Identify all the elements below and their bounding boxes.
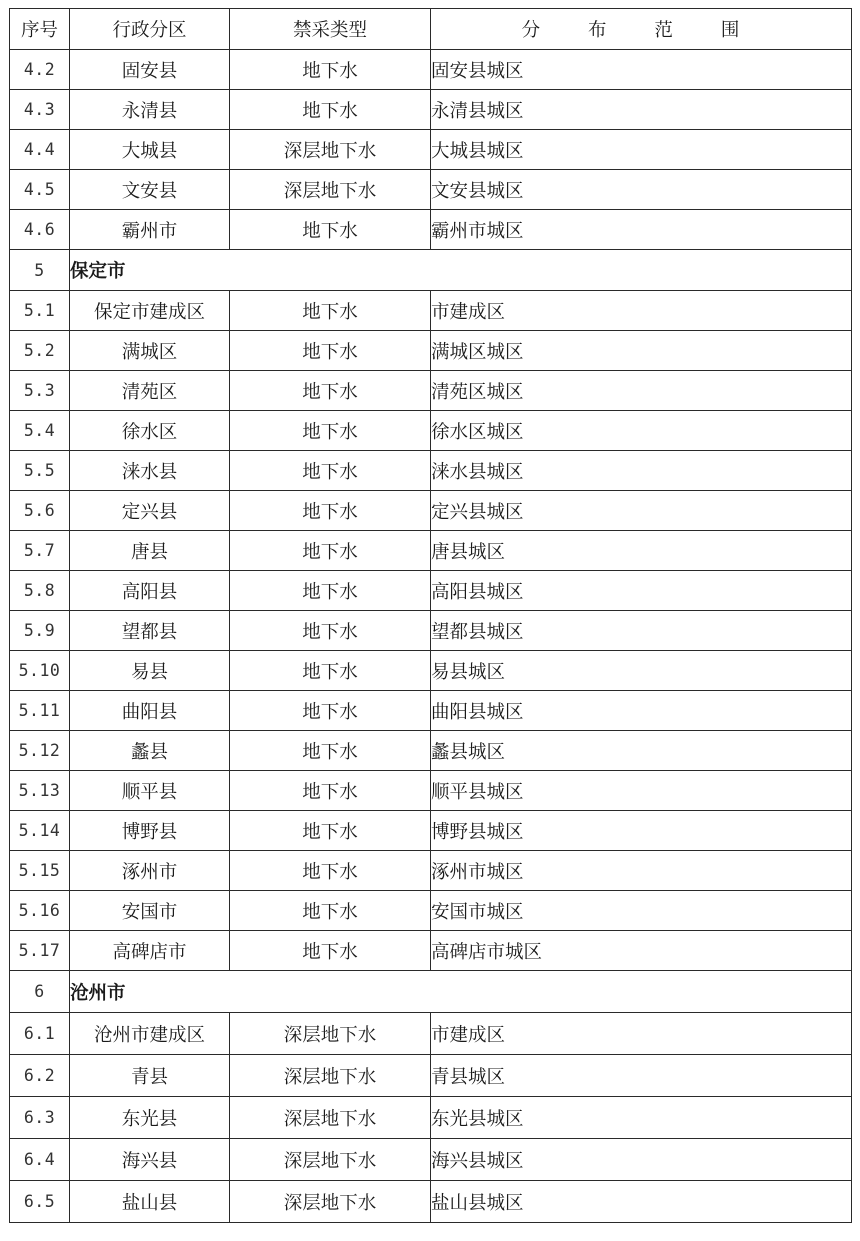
row-ban-type: 深层地下水 bbox=[230, 1139, 431, 1181]
header-distribution-range: 分 布 范 围 bbox=[431, 9, 852, 50]
table-row bbox=[10, 210, 852, 250]
row-admin-division: 顺平县 bbox=[70, 771, 230, 811]
row-admin-division: 盐山县 bbox=[70, 1181, 230, 1223]
section-number: 5 bbox=[10, 250, 70, 291]
row-number: 4.6 bbox=[10, 210, 70, 250]
row-number: 5.14 bbox=[10, 811, 70, 851]
section-title: 沧州市 bbox=[70, 971, 852, 1013]
row-admin-division: 易县 bbox=[70, 651, 230, 691]
table-row bbox=[10, 451, 852, 491]
row-ban-type: 地下水 bbox=[230, 531, 431, 571]
row-number: 4.2 bbox=[10, 50, 70, 90]
table-row bbox=[10, 851, 852, 891]
row-distribution-range: 博野县城区 bbox=[431, 811, 852, 851]
row-ban-type: 深层地下水 bbox=[230, 1055, 431, 1097]
row-distribution-range: 蠡县城区 bbox=[431, 731, 852, 771]
section-row bbox=[10, 971, 852, 1013]
row-ban-type: 地下水 bbox=[230, 611, 431, 651]
row-number: 5.16 bbox=[10, 891, 70, 931]
row-number: 4.5 bbox=[10, 170, 70, 210]
row-ban-type: 地下水 bbox=[230, 571, 431, 611]
row-admin-division: 沧州市建成区 bbox=[70, 1013, 230, 1055]
row-admin-division: 文安县 bbox=[70, 170, 230, 210]
row-ban-type: 地下水 bbox=[230, 210, 431, 250]
table-row bbox=[10, 931, 852, 971]
row-number: 5.2 bbox=[10, 331, 70, 371]
table-row bbox=[10, 90, 852, 130]
row-ban-type: 地下水 bbox=[230, 651, 431, 691]
row-admin-division: 满城区 bbox=[70, 331, 230, 371]
row-admin-division: 青县 bbox=[70, 1055, 230, 1097]
table-row bbox=[10, 1181, 852, 1223]
row-admin-division: 海兴县 bbox=[70, 1139, 230, 1181]
row-admin-division: 唐县 bbox=[70, 531, 230, 571]
row-distribution-range: 青县城区 bbox=[431, 1055, 852, 1097]
row-distribution-range: 徐水区城区 bbox=[431, 411, 852, 451]
row-distribution-range: 清苑区城区 bbox=[431, 371, 852, 411]
table-row bbox=[10, 331, 852, 371]
row-distribution-range: 满城区城区 bbox=[431, 331, 852, 371]
row-number: 6.1 bbox=[10, 1013, 70, 1055]
row-admin-division: 高阳县 bbox=[70, 571, 230, 611]
row-number: 5.13 bbox=[10, 771, 70, 811]
row-distribution-range: 霸州市城区 bbox=[431, 210, 852, 250]
row-number: 6.3 bbox=[10, 1097, 70, 1139]
table-row bbox=[10, 1139, 852, 1181]
row-distribution-range: 涞水县城区 bbox=[431, 451, 852, 491]
row-ban-type: 地下水 bbox=[230, 451, 431, 491]
table-row bbox=[10, 130, 852, 170]
row-admin-division: 涿州市 bbox=[70, 851, 230, 891]
table-row bbox=[10, 611, 852, 651]
row-admin-division: 大城县 bbox=[70, 130, 230, 170]
row-distribution-range: 文安县城区 bbox=[431, 170, 852, 210]
row-admin-division: 永清县 bbox=[70, 90, 230, 130]
groundwater-ban-table bbox=[9, 8, 852, 1223]
row-admin-division: 曲阳县 bbox=[70, 691, 230, 731]
table-row bbox=[10, 1097, 852, 1139]
row-admin-division: 高碑店市 bbox=[70, 931, 230, 971]
row-number: 5.12 bbox=[10, 731, 70, 771]
table-row bbox=[10, 731, 852, 771]
row-ban-type: 地下水 bbox=[230, 771, 431, 811]
row-admin-division: 博野县 bbox=[70, 811, 230, 851]
row-ban-type: 地下水 bbox=[230, 811, 431, 851]
row-admin-division: 徐水区 bbox=[70, 411, 230, 451]
table-row bbox=[10, 531, 852, 571]
section-number: 6 bbox=[10, 971, 70, 1013]
row-distribution-range: 涿州市城区 bbox=[431, 851, 852, 891]
row-ban-type: 地下水 bbox=[230, 411, 431, 451]
table-row bbox=[10, 891, 852, 931]
row-distribution-range: 固安县城区 bbox=[431, 50, 852, 90]
table-row bbox=[10, 771, 852, 811]
row-distribution-range: 高阳县城区 bbox=[431, 571, 852, 611]
table-row bbox=[10, 1013, 852, 1055]
row-distribution-range: 永清县城区 bbox=[431, 90, 852, 130]
row-number: 5.17 bbox=[10, 931, 70, 971]
row-distribution-range: 大城县城区 bbox=[431, 130, 852, 170]
header-no: 序号 bbox=[10, 9, 70, 50]
row-number: 5.8 bbox=[10, 571, 70, 611]
row-admin-division: 定兴县 bbox=[70, 491, 230, 531]
row-number: 5.6 bbox=[10, 491, 70, 531]
row-distribution-range: 顺平县城区 bbox=[431, 771, 852, 811]
table-header bbox=[10, 9, 852, 50]
row-ban-type: 深层地下水 bbox=[230, 130, 431, 170]
row-ban-type: 地下水 bbox=[230, 371, 431, 411]
row-distribution-range: 市建成区 bbox=[431, 1013, 852, 1055]
table-row bbox=[10, 491, 852, 531]
row-distribution-range: 高碑店市城区 bbox=[431, 931, 852, 971]
row-distribution-range: 东光县城区 bbox=[431, 1097, 852, 1139]
row-ban-type: 地下水 bbox=[230, 291, 431, 331]
row-ban-type: 深层地下水 bbox=[230, 1013, 431, 1055]
row-number: 5.9 bbox=[10, 611, 70, 651]
row-number: 4.4 bbox=[10, 130, 70, 170]
table-row bbox=[10, 170, 852, 210]
header-ban-type: 禁采类型 bbox=[230, 9, 431, 50]
row-ban-type: 地下水 bbox=[230, 691, 431, 731]
row-number: 6.4 bbox=[10, 1139, 70, 1181]
row-admin-division: 蠡县 bbox=[70, 731, 230, 771]
row-number: 4.3 bbox=[10, 90, 70, 130]
row-number: 5.11 bbox=[10, 691, 70, 731]
row-admin-division: 保定市建成区 bbox=[70, 291, 230, 331]
row-number: 6.2 bbox=[10, 1055, 70, 1097]
row-distribution-range: 定兴县城区 bbox=[431, 491, 852, 531]
row-ban-type: 地下水 bbox=[230, 891, 431, 931]
row-number: 5.10 bbox=[10, 651, 70, 691]
row-ban-type: 地下水 bbox=[230, 931, 431, 971]
row-ban-type: 地下水 bbox=[230, 50, 431, 90]
row-ban-type: 地下水 bbox=[230, 491, 431, 531]
row-distribution-range: 曲阳县城区 bbox=[431, 691, 852, 731]
row-distribution-range: 盐山县城区 bbox=[431, 1181, 852, 1223]
row-distribution-range: 望都县城区 bbox=[431, 611, 852, 651]
row-distribution-range: 海兴县城区 bbox=[431, 1139, 852, 1181]
table-row bbox=[10, 50, 852, 90]
row-number: 5.1 bbox=[10, 291, 70, 331]
row-number: 5.15 bbox=[10, 851, 70, 891]
table-row bbox=[10, 291, 852, 331]
table-row bbox=[10, 651, 852, 691]
row-admin-division: 望都县 bbox=[70, 611, 230, 651]
row-number: 5.5 bbox=[10, 451, 70, 491]
row-distribution-range: 唐县城区 bbox=[431, 531, 852, 571]
table-row bbox=[10, 571, 852, 611]
table-row bbox=[10, 691, 852, 731]
row-ban-type: 地下水 bbox=[230, 90, 431, 130]
row-admin-division: 安国市 bbox=[70, 891, 230, 931]
row-admin-division: 霸州市 bbox=[70, 210, 230, 250]
section-row bbox=[10, 250, 852, 291]
section-title: 保定市 bbox=[70, 250, 852, 291]
row-ban-type: 深层地下水 bbox=[230, 170, 431, 210]
row-ban-type: 地下水 bbox=[230, 851, 431, 891]
row-number: 5.3 bbox=[10, 371, 70, 411]
table-row bbox=[10, 411, 852, 451]
row-distribution-range: 安国市城区 bbox=[431, 891, 852, 931]
row-number: 6.5 bbox=[10, 1181, 70, 1223]
row-distribution-range: 易县城区 bbox=[431, 651, 852, 691]
table-row bbox=[10, 371, 852, 411]
row-ban-type: 地下水 bbox=[230, 331, 431, 371]
row-ban-type: 深层地下水 bbox=[230, 1097, 431, 1139]
table-row bbox=[10, 1055, 852, 1097]
table-row bbox=[10, 811, 852, 851]
row-ban-type: 地下水 bbox=[230, 731, 431, 771]
row-admin-division: 涞水县 bbox=[70, 451, 230, 491]
row-admin-division: 清苑区 bbox=[70, 371, 230, 411]
row-ban-type: 深层地下水 bbox=[230, 1181, 431, 1223]
row-admin-division: 固安县 bbox=[70, 50, 230, 90]
table-body bbox=[10, 50, 852, 1223]
row-distribution-range: 市建成区 bbox=[431, 291, 852, 331]
header-admin-division: 行政分区 bbox=[70, 9, 230, 50]
row-admin-division: 东光县 bbox=[70, 1097, 230, 1139]
row-number: 5.7 bbox=[10, 531, 70, 571]
row-number: 5.4 bbox=[10, 411, 70, 451]
